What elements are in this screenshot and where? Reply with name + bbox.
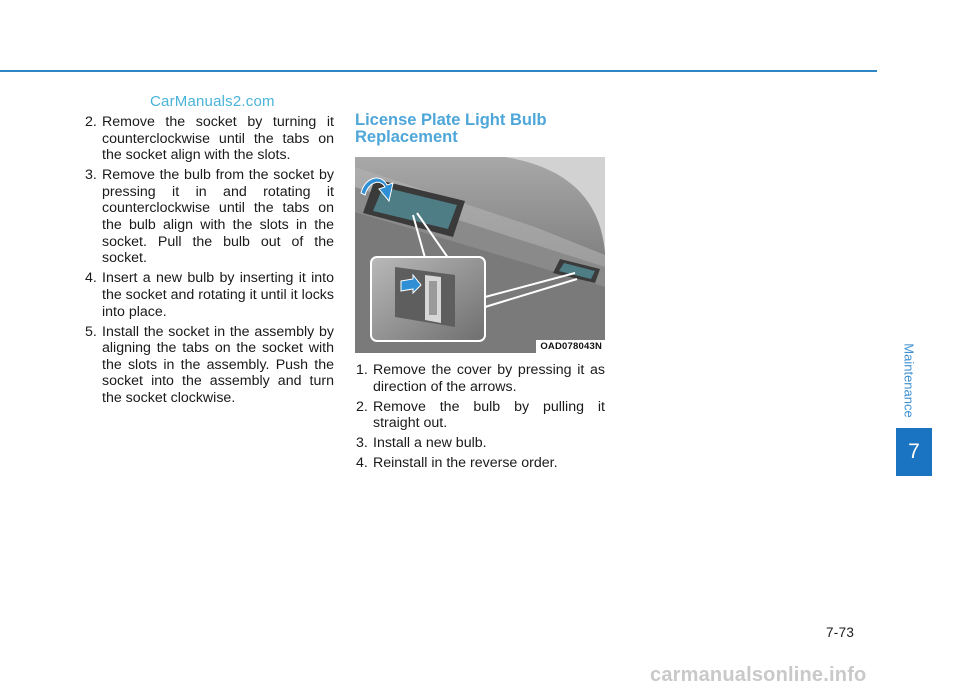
photo-illustration — [355, 157, 605, 353]
mid-column-steps — [356, 362, 605, 476]
chapter-number-badge: 7 — [896, 428, 932, 476]
left-steps-list — [85, 114, 334, 407]
list-item: 2. Remove the socket by turning it counterclockwise until the tabs on the socket align with the slots. — [85, 114, 334, 164]
side-tab-label: Maintenance — [902, 342, 918, 418]
figure-code: OAD078043N — [536, 340, 605, 353]
watermark-bottom: carmanualsonline.info — [650, 664, 867, 686]
list-item: 2. Remove the bulb by pulling it straight out. — [356, 398, 605, 432]
list-item: 5. Install the socket in the assembly by aligning the tabs on the socket with the slots in the assembly. Push the socket into the assembly and turn the socket clockwise. — [85, 323, 334, 406]
left-column — [85, 114, 334, 410]
list-item: 4. Reinstall in the reverse order. — [356, 455, 558, 472]
list-item: 3. Remove the bulb from the socket by pressing it in and rotating it counterclockwise until the tabs on the bulb align with the slots in the socket. Pull the bulb out of the socket. — [85, 167, 334, 267]
section-steps-list — [356, 362, 605, 472]
list-item: 4. Insert a new bulb by inserting it into the socket and rotating it until it locks into place. — [85, 270, 334, 320]
watermark-top: CarManuals2.com — [150, 93, 275, 110]
page-number: 7-73 — [826, 625, 855, 640]
header-rule — [0, 70, 877, 72]
list-item: 3. Install a new bulb. — [356, 435, 487, 452]
section-title: License Plate Light Bulb Replacement — [355, 111, 547, 146]
license-plate-light-photo — [355, 157, 605, 353]
list-item: 1. Remove the cover by pressing it as direction of the arrows. — [356, 362, 605, 395]
